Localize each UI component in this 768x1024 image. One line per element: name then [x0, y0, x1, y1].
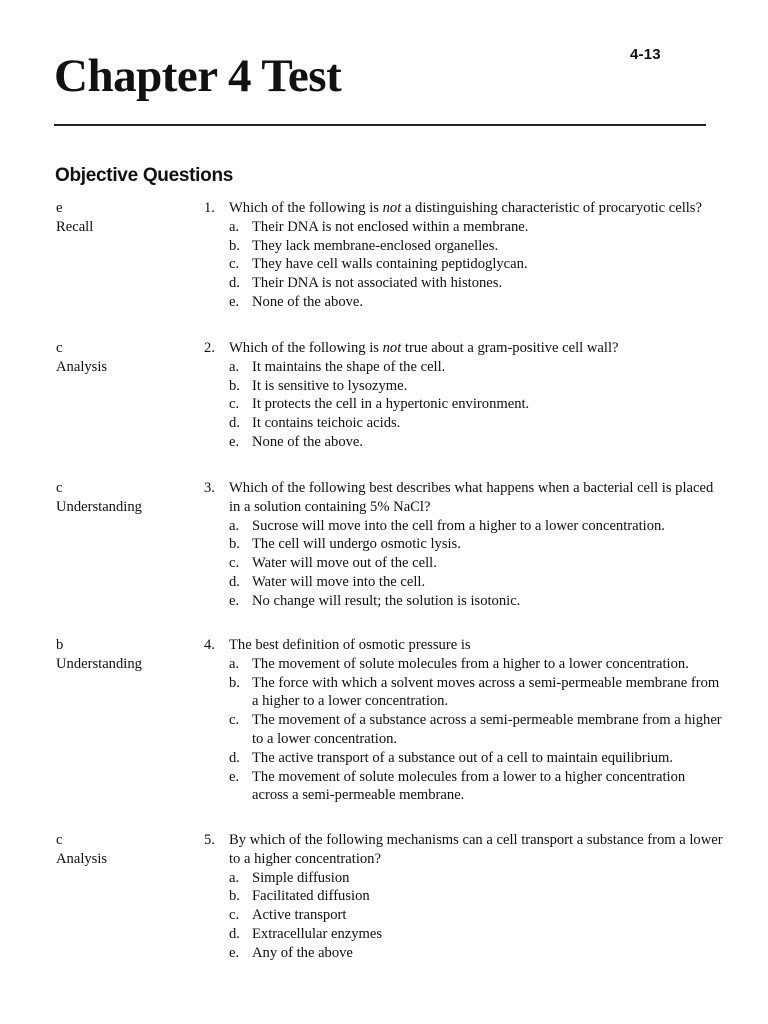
- question-text: Which of the following is not a distinguishing characteristic of procaryotic cells?: [229, 200, 702, 216]
- answer-option: [229, 925, 724, 944]
- answer-option: [229, 414, 724, 433]
- answer-option: [229, 358, 724, 377]
- question-body: [204, 831, 724, 963]
- option-text: Water will move out of the cell.: [252, 555, 437, 572]
- option-text: The active transport of a substance out of a cell to maintain equilibrium.: [252, 749, 674, 766]
- option-text: The movement of solute molecules from a higher to a lower concentration.: [252, 655, 689, 672]
- answer-option: [229, 711, 724, 749]
- question-meta: [56, 479, 186, 517]
- answer-option: [229, 517, 724, 536]
- option-letter: c.: [229, 712, 240, 729]
- answer-option: [229, 554, 724, 573]
- option-text: The force with which a solvent moves across a semi-permeable membrane from a higher to a lower concentration.: [252, 674, 720, 710]
- option-letter: c.: [229, 555, 240, 572]
- option-text: None of the above.: [252, 433, 364, 450]
- question-body: [204, 636, 724, 805]
- option-letter: b.: [229, 237, 240, 254]
- question-category: Recall: [56, 218, 94, 235]
- question-stem: [204, 831, 724, 869]
- option-text: The movement of solute molecules from a lower to a higher concentration across a semi-permeable membrane.: [252, 768, 686, 804]
- question-meta: [56, 636, 186, 674]
- answer-option: [229, 395, 724, 414]
- option-letter: e.: [229, 944, 240, 961]
- answer-option: [229, 237, 724, 256]
- answer-options: [204, 218, 724, 312]
- answer-key: c: [56, 480, 63, 496]
- answer-option: [229, 433, 724, 452]
- question-meta: [56, 199, 186, 237]
- question-category: Analysis: [56, 850, 108, 867]
- option-letter: d.: [229, 415, 240, 432]
- emphasis-text: not: [382, 200, 402, 216]
- option-text: Simple diffusion: [252, 869, 350, 886]
- option-text: It protects the cell in a hypertonic environment.: [252, 396, 530, 413]
- option-letter: a.: [229, 869, 240, 886]
- question-text: Which of the following best describes what happens when a bacterial cell is placed in a solution containing 5% NaCl?: [229, 480, 714, 515]
- question-stem: [204, 636, 724, 655]
- answer-option: [229, 655, 724, 674]
- answer-options: [204, 655, 724, 805]
- option-text: The cell will undergo osmotic lysis.: [252, 536, 461, 553]
- answer-options: [204, 869, 724, 963]
- option-letter: c.: [229, 396, 240, 413]
- question-number: 4.: [204, 637, 215, 653]
- option-text: Extracellular enzymes: [252, 925, 383, 942]
- option-text: Any of the above: [252, 944, 353, 961]
- answer-option: [229, 592, 724, 611]
- answer-option: [229, 906, 724, 925]
- option-text: Sucrose will move into the cell from a higher to a lower concentration.: [252, 517, 665, 534]
- option-letter: d.: [229, 573, 240, 590]
- title-divider: [54, 124, 706, 126]
- option-letter: c.: [229, 907, 240, 924]
- option-text: Water will move into the cell.: [252, 573, 426, 590]
- option-letter: b.: [229, 674, 240, 691]
- answer-key: c: [56, 832, 63, 848]
- option-text: They lack membrane-enclosed organelles.: [252, 237, 499, 254]
- answer-options: [204, 517, 724, 611]
- question-category: Understanding: [56, 655, 142, 672]
- question-number: 5.: [204, 832, 215, 848]
- option-text: No change will result; the solution is isotonic.: [252, 592, 521, 609]
- section-heading: Objective Questions: [55, 165, 234, 186]
- answer-option: [229, 887, 724, 906]
- question-category: Analysis: [56, 358, 108, 375]
- option-text: Active transport: [252, 907, 347, 924]
- question-meta: [56, 339, 186, 377]
- question-body: [204, 199, 724, 312]
- chapter-title: Chapter 4 Test: [54, 50, 342, 102]
- option-text: They have cell walls containing peptidoglycan.: [252, 256, 528, 273]
- answer-option: [229, 377, 724, 396]
- answer-option: [229, 218, 724, 237]
- answer-option: [229, 274, 724, 293]
- question-text: Which of the following is not true about a gram-positive cell wall?: [229, 340, 619, 356]
- option-text: Facilitated diffusion: [252, 888, 370, 905]
- question-stem: [204, 199, 724, 218]
- option-text: It maintains the shape of the cell.: [252, 358, 446, 375]
- answer-option: [229, 573, 724, 592]
- option-letter: a.: [229, 358, 240, 375]
- question-body: [204, 339, 724, 452]
- answer-option: [229, 869, 724, 888]
- answer-option: [229, 674, 724, 712]
- option-text: None of the above.: [252, 293, 364, 310]
- option-letter: e.: [229, 433, 240, 450]
- option-letter: a.: [229, 655, 240, 672]
- option-letter: e.: [229, 293, 240, 310]
- option-letter: b.: [229, 377, 240, 394]
- answer-option: [229, 293, 724, 312]
- option-text: It is sensitive to lysozyme.: [252, 377, 408, 394]
- question-text: The best definition of osmotic pressure is: [229, 637, 471, 653]
- answer-options: [204, 358, 724, 452]
- question-number: 1.: [204, 200, 215, 216]
- answer-key: b: [56, 637, 64, 653]
- option-letter: d.: [229, 925, 240, 942]
- option-text: Their DNA is not associated with histones.: [252, 275, 503, 292]
- option-text: The movement of a substance across a semi-permeable membrane from a higher to a lower concentration.: [252, 712, 722, 747]
- question-category: Understanding: [56, 498, 142, 515]
- option-letter: a.: [229, 517, 240, 534]
- emphasis-text: not: [382, 340, 402, 356]
- option-letter: c.: [229, 256, 240, 273]
- answer-key: c: [56, 340, 63, 356]
- question-meta: [56, 831, 186, 869]
- question-number: 3.: [204, 480, 215, 496]
- answer-option: [229, 749, 724, 768]
- question-stem: [204, 479, 724, 517]
- option-text: It contains teichoic acids.: [252, 415, 401, 432]
- answer-option: [229, 768, 724, 806]
- answer-option: [229, 255, 724, 274]
- answer-option: [229, 944, 724, 963]
- answer-key: e: [56, 200, 63, 216]
- page-number: 4-13: [630, 46, 661, 63]
- option-text: Their DNA is not enclosed within a membrane.: [252, 218, 529, 235]
- option-letter: b.: [229, 888, 240, 905]
- question-body: [204, 479, 724, 611]
- question-stem: [204, 339, 724, 358]
- answer-option: [229, 535, 724, 554]
- question-number: 2.: [204, 340, 215, 356]
- question-text: By which of the following mechanisms can a cell transport a substance from a lower to a higher concentration?: [229, 832, 723, 867]
- option-letter: d.: [229, 275, 240, 292]
- option-letter: d.: [229, 749, 240, 766]
- option-letter: e.: [229, 592, 240, 609]
- option-letter: a.: [229, 218, 240, 235]
- option-letter: e.: [229, 768, 240, 785]
- option-letter: b.: [229, 536, 240, 553]
